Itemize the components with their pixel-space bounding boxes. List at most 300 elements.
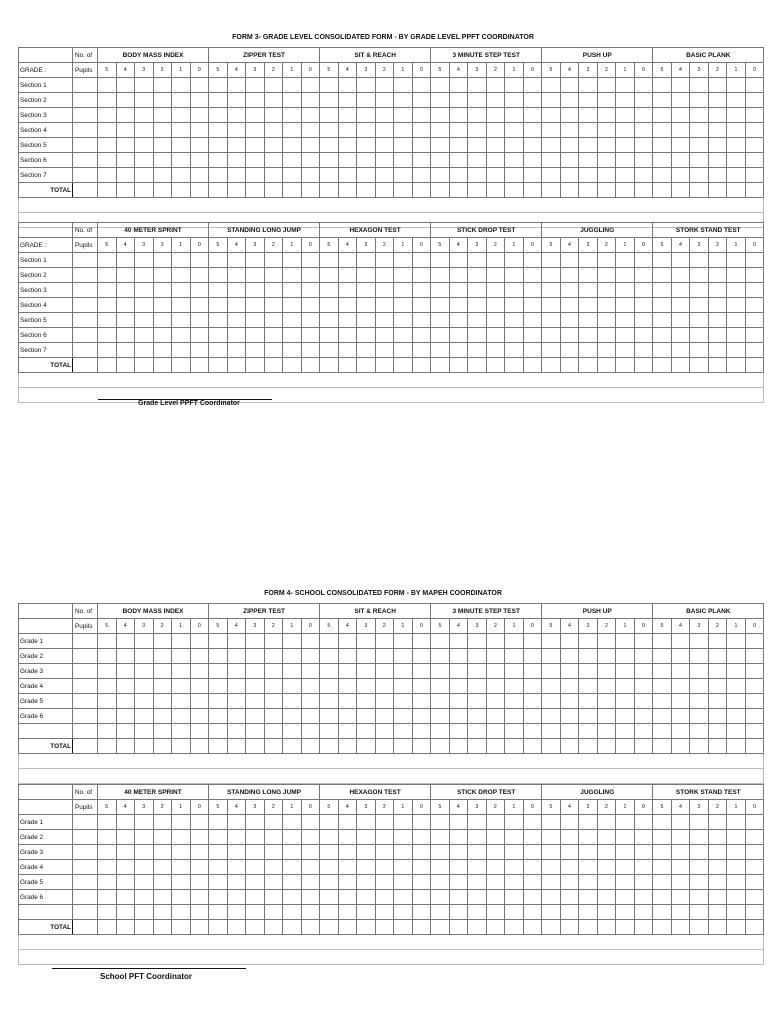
score-cell[interactable] xyxy=(283,313,302,328)
score-cell[interactable] xyxy=(116,694,135,709)
score-cell[interactable] xyxy=(264,183,283,198)
score-cell[interactable] xyxy=(671,283,690,298)
score-cell[interactable] xyxy=(653,183,672,198)
score-cell[interactable] xyxy=(449,694,468,709)
score-cell[interactable] xyxy=(394,123,413,138)
score-cell[interactable] xyxy=(560,268,579,283)
score-cell[interactable] xyxy=(486,253,505,268)
score-cell[interactable] xyxy=(449,138,468,153)
score-cell[interactable] xyxy=(745,694,764,709)
score-cell[interactable] xyxy=(634,679,653,694)
score-cell[interactable] xyxy=(209,283,228,298)
score-cell[interactable] xyxy=(523,123,542,138)
score-cell[interactable] xyxy=(690,298,709,313)
score-cell[interactable] xyxy=(246,343,265,358)
score-cell[interactable] xyxy=(153,845,172,860)
score-cell[interactable] xyxy=(338,358,357,373)
score-cell[interactable] xyxy=(560,328,579,343)
score-cell[interactable] xyxy=(153,724,172,739)
pupil-count-cell[interactable] xyxy=(73,875,98,890)
score-cell[interactable] xyxy=(227,649,246,664)
score-cell[interactable] xyxy=(264,343,283,358)
score-cell[interactable] xyxy=(505,298,524,313)
score-cell[interactable] xyxy=(486,694,505,709)
pupil-count-cell[interactable] xyxy=(73,890,98,905)
score-cell[interactable] xyxy=(116,920,135,935)
score-cell[interactable] xyxy=(264,298,283,313)
score-cell[interactable] xyxy=(227,93,246,108)
score-cell[interactable] xyxy=(708,108,727,123)
pupil-count-cell[interactable] xyxy=(73,108,98,123)
score-cell[interactable] xyxy=(172,138,191,153)
score-cell[interactable] xyxy=(320,108,339,123)
score-cell[interactable] xyxy=(98,168,117,183)
score-cell[interactable] xyxy=(283,253,302,268)
score-cell[interactable] xyxy=(190,709,209,724)
score-cell[interactable] xyxy=(449,168,468,183)
score-cell[interactable] xyxy=(431,283,450,298)
score-cell[interactable] xyxy=(135,183,154,198)
score-cell[interactable] xyxy=(209,845,228,860)
score-cell[interactable] xyxy=(708,875,727,890)
score-cell[interactable] xyxy=(468,724,487,739)
score-cell[interactable] xyxy=(542,123,561,138)
score-cell[interactable] xyxy=(209,268,228,283)
score-cell[interactable] xyxy=(209,739,228,754)
score-cell[interactable] xyxy=(542,694,561,709)
score-cell[interactable] xyxy=(634,298,653,313)
score-cell[interactable] xyxy=(375,283,394,298)
score-cell[interactable] xyxy=(357,920,376,935)
score-cell[interactable] xyxy=(153,830,172,845)
score-cell[interactable] xyxy=(394,268,413,283)
score-cell[interactable] xyxy=(579,724,598,739)
score-cell[interactable] xyxy=(209,905,228,920)
score-cell[interactable] xyxy=(264,845,283,860)
score-cell[interactable] xyxy=(671,268,690,283)
score-cell[interactable] xyxy=(505,694,524,709)
score-cell[interactable] xyxy=(653,664,672,679)
score-cell[interactable] xyxy=(135,283,154,298)
score-cell[interactable] xyxy=(505,634,524,649)
score-cell[interactable] xyxy=(579,78,598,93)
score-cell[interactable] xyxy=(560,830,579,845)
score-cell[interactable] xyxy=(301,634,320,649)
score-cell[interactable] xyxy=(542,138,561,153)
score-cell[interactable] xyxy=(412,183,431,198)
score-cell[interactable] xyxy=(616,298,635,313)
score-cell[interactable] xyxy=(375,168,394,183)
score-cell[interactable] xyxy=(153,358,172,373)
score-cell[interactable] xyxy=(486,860,505,875)
score-cell[interactable] xyxy=(727,268,746,283)
score-cell[interactable] xyxy=(227,905,246,920)
score-cell[interactable] xyxy=(412,875,431,890)
score-cell[interactable] xyxy=(431,138,450,153)
score-cell[interactable] xyxy=(671,739,690,754)
score-cell[interactable] xyxy=(338,183,357,198)
score-cell[interactable] xyxy=(727,108,746,123)
score-cell[interactable] xyxy=(357,328,376,343)
score-cell[interactable] xyxy=(338,845,357,860)
score-cell[interactable] xyxy=(227,860,246,875)
score-cell[interactable] xyxy=(264,664,283,679)
score-cell[interactable] xyxy=(98,694,117,709)
score-cell[interactable] xyxy=(116,724,135,739)
score-cell[interactable] xyxy=(209,679,228,694)
score-cell[interactable] xyxy=(264,905,283,920)
score-cell[interactable] xyxy=(357,739,376,754)
score-cell[interactable] xyxy=(283,358,302,373)
score-cell[interactable] xyxy=(597,313,616,328)
score-cell[interactable] xyxy=(190,664,209,679)
score-cell[interactable] xyxy=(246,860,265,875)
score-cell[interactable] xyxy=(338,664,357,679)
score-cell[interactable] xyxy=(394,78,413,93)
score-cell[interactable] xyxy=(449,649,468,664)
score-cell[interactable] xyxy=(375,313,394,328)
score-cell[interactable] xyxy=(486,875,505,890)
score-cell[interactable] xyxy=(283,875,302,890)
pupil-count-cell[interactable] xyxy=(73,138,98,153)
pupil-count-cell[interactable] xyxy=(73,739,98,754)
score-cell[interactable] xyxy=(98,183,117,198)
score-cell[interactable] xyxy=(357,153,376,168)
score-cell[interactable] xyxy=(98,649,117,664)
score-cell[interactable] xyxy=(301,815,320,830)
score-cell[interactable] xyxy=(320,253,339,268)
score-cell[interactable] xyxy=(394,694,413,709)
score-cell[interactable] xyxy=(301,709,320,724)
score-cell[interactable] xyxy=(264,724,283,739)
score-cell[interactable] xyxy=(320,283,339,298)
score-cell[interactable] xyxy=(690,268,709,283)
pupil-count-cell[interactable] xyxy=(73,664,98,679)
score-cell[interactable] xyxy=(523,78,542,93)
score-cell[interactable] xyxy=(357,78,376,93)
score-cell[interactable] xyxy=(431,694,450,709)
score-cell[interactable] xyxy=(283,123,302,138)
score-cell[interactable] xyxy=(449,328,468,343)
score-cell[interactable] xyxy=(690,679,709,694)
score-cell[interactable] xyxy=(264,860,283,875)
score-cell[interactable] xyxy=(505,649,524,664)
score-cell[interactable] xyxy=(338,138,357,153)
score-cell[interactable] xyxy=(412,298,431,313)
score-cell[interactable] xyxy=(209,890,228,905)
score-cell[interactable] xyxy=(523,298,542,313)
score-cell[interactable] xyxy=(357,168,376,183)
score-cell[interactable] xyxy=(523,815,542,830)
score-cell[interactable] xyxy=(597,664,616,679)
score-cell[interactable] xyxy=(98,123,117,138)
score-cell[interactable] xyxy=(690,93,709,108)
score-cell[interactable] xyxy=(246,920,265,935)
score-cell[interactable] xyxy=(671,253,690,268)
score-cell[interactable] xyxy=(579,649,598,664)
pupil-count-cell[interactable] xyxy=(73,78,98,93)
score-cell[interactable] xyxy=(190,649,209,664)
score-cell[interactable] xyxy=(634,739,653,754)
score-cell[interactable] xyxy=(634,123,653,138)
score-cell[interactable] xyxy=(671,815,690,830)
score-cell[interactable] xyxy=(431,108,450,123)
score-cell[interactable] xyxy=(153,664,172,679)
score-cell[interactable] xyxy=(116,815,135,830)
score-cell[interactable] xyxy=(616,905,635,920)
pupil-count-cell[interactable] xyxy=(73,815,98,830)
score-cell[interactable] xyxy=(283,78,302,93)
score-cell[interactable] xyxy=(542,153,561,168)
score-cell[interactable] xyxy=(98,153,117,168)
score-cell[interactable] xyxy=(431,93,450,108)
score-cell[interactable] xyxy=(227,358,246,373)
score-cell[interactable] xyxy=(394,860,413,875)
score-cell[interactable] xyxy=(745,183,764,198)
score-cell[interactable] xyxy=(338,724,357,739)
score-cell[interactable] xyxy=(560,875,579,890)
score-cell[interactable] xyxy=(653,283,672,298)
score-cell[interactable] xyxy=(98,845,117,860)
pupil-count-cell[interactable] xyxy=(73,283,98,298)
score-cell[interactable] xyxy=(227,890,246,905)
score-cell[interactable] xyxy=(708,860,727,875)
score-cell[interactable] xyxy=(246,679,265,694)
score-cell[interactable] xyxy=(264,168,283,183)
score-cell[interactable] xyxy=(708,358,727,373)
score-cell[interactable] xyxy=(634,283,653,298)
score-cell[interactable] xyxy=(264,253,283,268)
score-cell[interactable] xyxy=(690,634,709,649)
score-cell[interactable] xyxy=(283,815,302,830)
score-cell[interactable] xyxy=(209,138,228,153)
score-cell[interactable] xyxy=(690,283,709,298)
score-cell[interactable] xyxy=(542,328,561,343)
score-cell[interactable] xyxy=(449,183,468,198)
score-cell[interactable] xyxy=(468,168,487,183)
score-cell[interactable] xyxy=(708,268,727,283)
score-cell[interactable] xyxy=(486,153,505,168)
score-cell[interactable] xyxy=(357,108,376,123)
score-cell[interactable] xyxy=(283,138,302,153)
score-cell[interactable] xyxy=(671,649,690,664)
score-cell[interactable] xyxy=(227,875,246,890)
score-cell[interactable] xyxy=(135,108,154,123)
score-cell[interactable] xyxy=(653,153,672,168)
score-cell[interactable] xyxy=(209,664,228,679)
score-cell[interactable] xyxy=(505,815,524,830)
score-cell[interactable] xyxy=(190,845,209,860)
score-cell[interactable] xyxy=(153,283,172,298)
score-cell[interactable] xyxy=(597,183,616,198)
score-cell[interactable] xyxy=(634,313,653,328)
score-cell[interactable] xyxy=(246,709,265,724)
score-cell[interactable] xyxy=(579,358,598,373)
score-cell[interactable] xyxy=(190,860,209,875)
score-cell[interactable] xyxy=(560,78,579,93)
score-cell[interactable] xyxy=(431,153,450,168)
score-cell[interactable] xyxy=(634,328,653,343)
score-cell[interactable] xyxy=(745,313,764,328)
score-cell[interactable] xyxy=(412,845,431,860)
score-cell[interactable] xyxy=(375,328,394,343)
score-cell[interactable] xyxy=(394,890,413,905)
score-cell[interactable] xyxy=(486,123,505,138)
score-cell[interactable] xyxy=(579,168,598,183)
score-cell[interactable] xyxy=(301,679,320,694)
score-cell[interactable] xyxy=(634,138,653,153)
score-cell[interactable] xyxy=(320,860,339,875)
score-cell[interactable] xyxy=(542,905,561,920)
score-cell[interactable] xyxy=(209,108,228,123)
score-cell[interactable] xyxy=(190,268,209,283)
score-cell[interactable] xyxy=(690,108,709,123)
score-cell[interactable] xyxy=(153,890,172,905)
score-cell[interactable] xyxy=(98,634,117,649)
score-cell[interactable] xyxy=(505,890,524,905)
score-cell[interactable] xyxy=(431,679,450,694)
score-cell[interactable] xyxy=(597,328,616,343)
score-cell[interactable] xyxy=(283,709,302,724)
score-cell[interactable] xyxy=(394,724,413,739)
score-cell[interactable] xyxy=(116,679,135,694)
score-cell[interactable] xyxy=(283,328,302,343)
score-cell[interactable] xyxy=(745,815,764,830)
score-cell[interactable] xyxy=(338,108,357,123)
score-cell[interactable] xyxy=(190,358,209,373)
pupil-count-cell[interactable] xyxy=(73,679,98,694)
score-cell[interactable] xyxy=(671,138,690,153)
score-cell[interactable] xyxy=(560,709,579,724)
score-cell[interactable] xyxy=(320,905,339,920)
score-cell[interactable] xyxy=(505,268,524,283)
score-cell[interactable] xyxy=(375,905,394,920)
score-cell[interactable] xyxy=(190,78,209,93)
score-cell[interactable] xyxy=(116,890,135,905)
score-cell[interactable] xyxy=(412,358,431,373)
score-cell[interactable] xyxy=(357,664,376,679)
score-cell[interactable] xyxy=(560,168,579,183)
score-cell[interactable] xyxy=(449,153,468,168)
score-cell[interactable] xyxy=(616,108,635,123)
score-cell[interactable] xyxy=(246,313,265,328)
score-cell[interactable] xyxy=(449,830,468,845)
score-cell[interactable] xyxy=(616,649,635,664)
score-cell[interactable] xyxy=(412,78,431,93)
score-cell[interactable] xyxy=(431,253,450,268)
score-cell[interactable] xyxy=(597,78,616,93)
score-cell[interactable] xyxy=(98,93,117,108)
score-cell[interactable] xyxy=(634,860,653,875)
score-cell[interactable] xyxy=(597,905,616,920)
score-cell[interactable] xyxy=(708,815,727,830)
score-cell[interactable] xyxy=(486,845,505,860)
score-cell[interactable] xyxy=(727,93,746,108)
score-cell[interactable] xyxy=(708,78,727,93)
score-cell[interactable] xyxy=(320,183,339,198)
score-cell[interactable] xyxy=(412,905,431,920)
score-cell[interactable] xyxy=(671,168,690,183)
score-cell[interactable] xyxy=(357,724,376,739)
score-cell[interactable] xyxy=(449,709,468,724)
score-cell[interactable] xyxy=(116,860,135,875)
score-cell[interactable] xyxy=(486,268,505,283)
score-cell[interactable] xyxy=(375,679,394,694)
score-cell[interactable] xyxy=(431,313,450,328)
pupil-count-cell[interactable] xyxy=(73,343,98,358)
score-cell[interactable] xyxy=(597,93,616,108)
score-cell[interactable] xyxy=(727,78,746,93)
score-cell[interactable] xyxy=(264,815,283,830)
score-cell[interactable] xyxy=(597,343,616,358)
score-cell[interactable] xyxy=(246,328,265,343)
score-cell[interactable] xyxy=(338,739,357,754)
score-cell[interactable] xyxy=(320,830,339,845)
score-cell[interactable] xyxy=(135,694,154,709)
score-cell[interactable] xyxy=(653,845,672,860)
score-cell[interactable] xyxy=(227,328,246,343)
score-cell[interactable] xyxy=(172,168,191,183)
score-cell[interactable] xyxy=(98,679,117,694)
pupil-count-cell[interactable] xyxy=(73,845,98,860)
score-cell[interactable] xyxy=(468,815,487,830)
score-cell[interactable] xyxy=(486,905,505,920)
score-cell[interactable] xyxy=(634,709,653,724)
score-cell[interactable] xyxy=(431,830,450,845)
score-cell[interactable] xyxy=(301,845,320,860)
score-cell[interactable] xyxy=(468,313,487,328)
score-cell[interactable] xyxy=(597,860,616,875)
score-cell[interactable] xyxy=(301,860,320,875)
score-cell[interactable] xyxy=(412,328,431,343)
score-cell[interactable] xyxy=(246,649,265,664)
score-cell[interactable] xyxy=(209,298,228,313)
score-cell[interactable] xyxy=(172,78,191,93)
score-cell[interactable] xyxy=(505,679,524,694)
score-cell[interactable] xyxy=(190,138,209,153)
score-cell[interactable] xyxy=(727,634,746,649)
score-cell[interactable] xyxy=(505,343,524,358)
score-cell[interactable] xyxy=(671,343,690,358)
score-cell[interactable] xyxy=(320,694,339,709)
pupil-count-cell[interactable] xyxy=(73,93,98,108)
score-cell[interactable] xyxy=(227,138,246,153)
score-cell[interactable] xyxy=(616,138,635,153)
score-cell[interactable] xyxy=(116,108,135,123)
score-cell[interactable] xyxy=(449,875,468,890)
score-cell[interactable] xyxy=(283,93,302,108)
score-cell[interactable] xyxy=(246,78,265,93)
score-cell[interactable] xyxy=(431,724,450,739)
score-cell[interactable] xyxy=(264,283,283,298)
score-cell[interactable] xyxy=(153,78,172,93)
score-cell[interactable] xyxy=(431,905,450,920)
score-cell[interactable] xyxy=(671,358,690,373)
score-cell[interactable] xyxy=(579,875,598,890)
score-cell[interactable] xyxy=(708,905,727,920)
score-cell[interactable] xyxy=(135,664,154,679)
score-cell[interactable] xyxy=(486,920,505,935)
score-cell[interactable] xyxy=(172,298,191,313)
score-cell[interactable] xyxy=(653,649,672,664)
pupil-count-cell[interactable] xyxy=(73,313,98,328)
score-cell[interactable] xyxy=(616,183,635,198)
score-cell[interactable] xyxy=(246,93,265,108)
score-cell[interactable] xyxy=(597,283,616,298)
score-cell[interactable] xyxy=(486,93,505,108)
score-cell[interactable] xyxy=(468,183,487,198)
score-cell[interactable] xyxy=(708,679,727,694)
